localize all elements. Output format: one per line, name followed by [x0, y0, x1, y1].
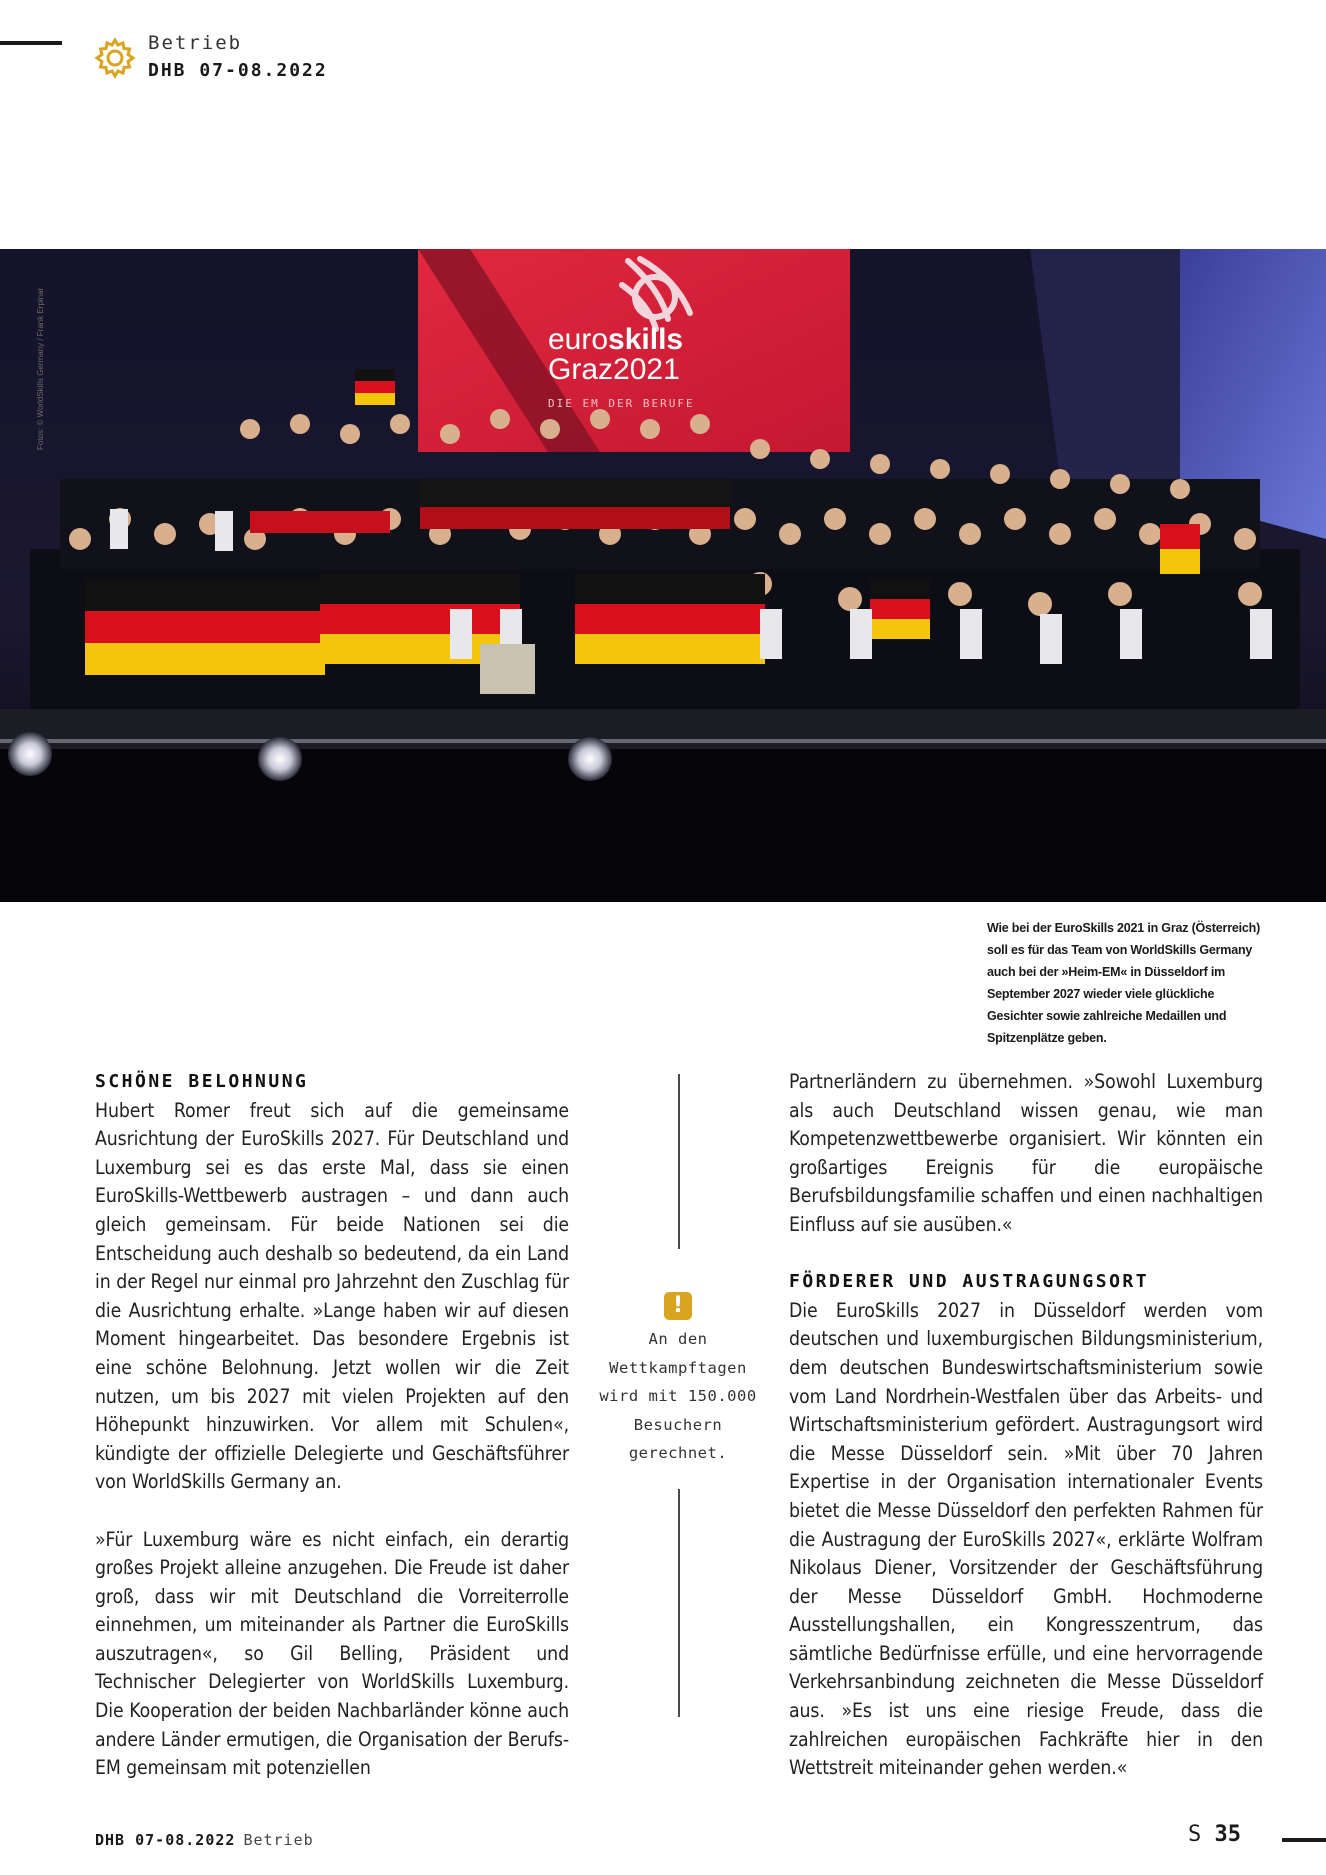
banner-tagline: DIE EM DER BERUFE	[548, 397, 695, 410]
footer-section: Betrieb	[243, 1831, 314, 1849]
footer-issue: DHB 07-08.2022	[95, 1831, 236, 1849]
header-issue: DHB 07-08.2022	[148, 60, 328, 81]
page-number	[1188, 1822, 1241, 1847]
subheading-belohnung: SCHÖNE BELOHNUNG	[95, 1071, 309, 1092]
footer-left	[95, 1831, 314, 1849]
paragraph: Die EuroSkills 2027 in Düsseldorf werden vom deutschen und luxemburgischen Bildungsministerium, dem deutschen Bundeswirtschaftsministerium sowie vom Land Nordrhein-Westfalen über das Arbeits- und Wirtschaftsministerium gefördert. Austragungsort wird die Messe Düsseldorf sein. »Mit über 70 Jahren Expertise in der Organisation internationaler Events bietet die Messe Düsseldorf den perfekten Rahmen für die Austragung der EuroSkills 2027«, erklärte Wolfram Nikolaus Diener, Vorsitzender der Geschäftsführung der Messe Düsseldorf GmbH. Hochmoderne Ausstellungshallen, ein Kongresszentrum, das sämtliche Bedürfnisse erfülle, und eine hervorragende Verkehrsanbindung zeichneten die Messe Düsseldorf aus. »Es ist uns eine riesige Freude, dass die zahlreichen europäischen Fachkräfte hier in den Wettstreit miteinander gehen werden.«	[789, 1298, 1263, 1780]
article-column-right	[789, 1068, 1263, 1783]
page-prefix: S	[1188, 1822, 1202, 1847]
callout-rule-top	[678, 1074, 680, 1249]
banner-text-2: Graz2021	[548, 353, 680, 386]
header-rule	[0, 41, 62, 45]
exclamation-icon: !	[664, 1292, 692, 1320]
article-column-left	[95, 1068, 569, 1783]
paragraph: Partnerländern zu übernehmen. »Sowohl Luxemburg als auch Deutschland wissen genau, wie man Kompetenzwettbewerbe organisiert. Wir könnten ein großartiges Ereignis für die europäische Berufsbildungsfamilie schaffen und einen nachhaltigen Einfluss auf sie ausüben.«	[789, 1070, 1263, 1236]
gear-icon	[93, 36, 137, 80]
footer-rule	[1282, 1838, 1326, 1842]
page-number-value: 35	[1214, 1822, 1241, 1847]
callout-rule-bottom	[678, 1489, 680, 1717]
subheading-foerderer: FÖRDERER UND AUSTRAGUNGSORT	[789, 1271, 1150, 1293]
photo-caption: Wie bei der EuroSkills 2021 in Graz (Österreich) soll es für das Team von WorldSkills Germany auch bei der »Heim-EM« in Düsseldorf im September 2027 wieder viele glückliche Gesichter sowie zahlreiche Medaillen und Spitzenplätze geben.	[987, 921, 1261, 1045]
team-photo-illustration	[0, 249, 1326, 902]
banner-text-1: euroskills	[548, 323, 684, 356]
paragraph: Hubert Romer freut sich auf die gemeinsame Ausrichtung der EuroSkills 2027. Für Deutschland und Luxemburg sei es das erste Mal, dass sie einen EuroSkills-Wettbewerb austragen – und dann auch gleich gemeinsam. Für beide Nationen sei die Entscheidung auch deshalb so bedeutend, da ein Land in der Regel nur einmal pro Jahrzehnt den Zuschlag für die Ausrichtung erhalte. »Lange haben wir auf diesen Moment hingearbeitet. Das besondere Ergebnis ist eine schöne Belohnung. Jetzt wollen wir die Zeit nutzen, um bis 2027 mit vielen Projekten auf den Höhepunkt hinzuwirken. Vor allem mit Schulen«, kündigte der offizielle Delegierte und Geschäftsführer von WorldSkills Germany an.	[95, 1098, 569, 1494]
photo-credit	[36, 436, 50, 450]
header-section: Betrieb	[148, 32, 243, 54]
callout-text: An den Wettkampftagen wird mit 150.000 Besuchern gerechnet.	[599, 1330, 757, 1463]
paragraph: »Für Luxemburg wäre es nicht einfach, ein derartig großes Projekt alleine anzugehen. Die Freude ist daher groß, dass wir mit Deutschland die Vorreiterrolle einnehmen, um miteinander als Partner die EuroSkills auszutragen«, so Gil Belling, Präsident und Technischer Delegierter von WorldSkills Luxemburg. Die Kooperation der beiden Nachbarländer könne auch andere Länder ermutigen, die Organisation der Berufs-EM gemeinsam mit potenziellen	[95, 1527, 569, 1780]
team-photo	[0, 249, 1326, 902]
